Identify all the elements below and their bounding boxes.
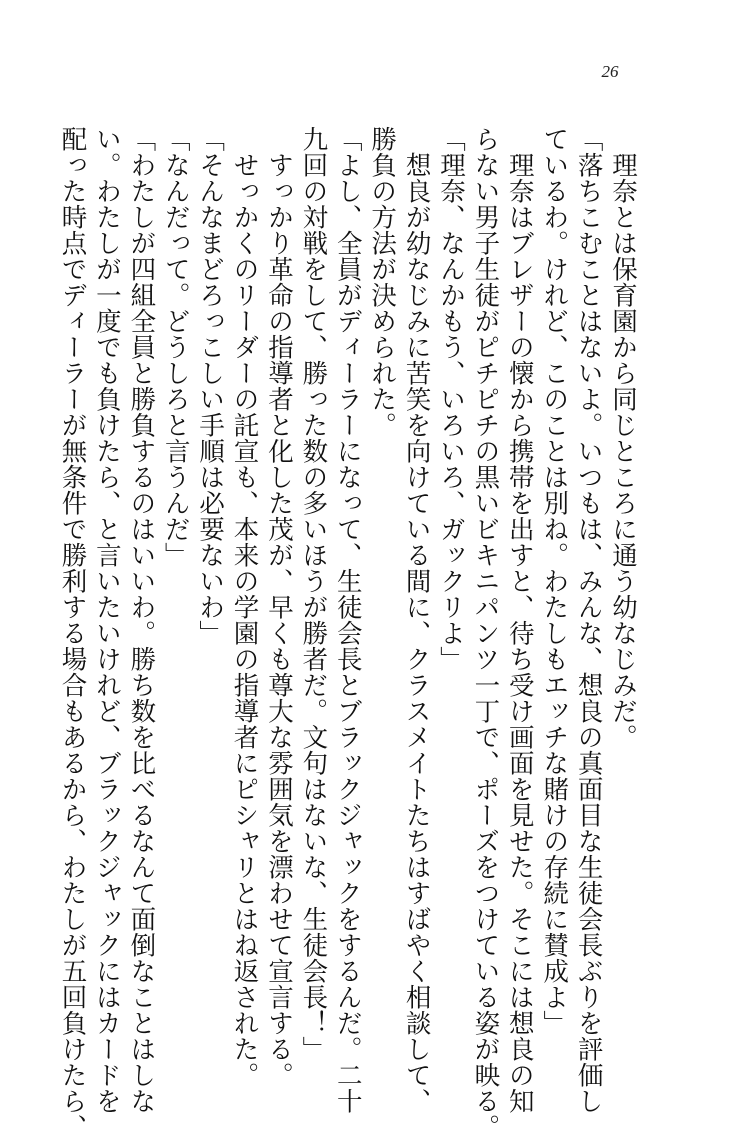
text-line: らない男子生徒がピチピチの黒いビキニパンツ一丁で、ポーズをつけている姿が映る。 — [470, 126, 501, 1140]
text-line: 「なんだって。どうしろと言うんだ」 — [160, 126, 191, 568]
text-line: 理奈はブレザーの懐から携帯を出すと、待ち受け画面を見せた。そこには想良の知 — [504, 126, 535, 1114]
text-line: 理奈とは保育園から同じところに通う幼なじみだ。 — [608, 126, 638, 750]
text-line: 「理奈、なんかもう、いろいろ、ガックリよ」 — [435, 126, 466, 672]
page-number: 26 — [601, 62, 619, 81]
vertical-body-text — [57, 126, 640, 1140]
text-line: ているわ。けれど、このことは別ね。わたしもエッチな賭けの存続に賛成よ」 — [539, 126, 570, 1036]
text-line: 「わたしが四組全員と勝負するのはいいわ。勝ち数を比べるなんて面倒なことはしな — [126, 126, 157, 1114]
text-line: 「落ちこむことはないよ。いつもは、みんな、想良の真面目な生徒会長ぶりを評価し — [573, 126, 604, 1114]
text-line: すっかり革命の指導者と化した茂が、早くも尊大な雰囲気を漂わせて宣言する。 — [263, 126, 294, 1088]
text-line: い。わたしが一度でも負けたら、と言いたいけれど、ブラックジャックにはカードを — [91, 126, 122, 1114]
text-line: せっかくのリーダーの託宣も、本来の学園の指導者にピシャリとはね返された。 — [229, 126, 260, 1088]
text-line: 想良が幼なじみに苦笑を向けている間に、クラスメイトたちはすばやく相談して、 — [401, 126, 432, 1114]
text-line: 「よし、全員がディーラーになって、生徒会長とブラックジャックをするんだ。二十 — [332, 126, 363, 1114]
text-line: 配った時点でディーラーが無条件で勝利する場合もあるから、わたしが五回負けたら、 — [57, 126, 88, 1140]
text-line: 勝負の方法が決められた。 — [367, 126, 398, 438]
text-line: 「そんなまどろっこしい手順は必要ないわ」 — [195, 126, 226, 646]
text-line: 九回の対戦をして、勝った数の多いほうが勝者だ。文句はないな、生徒会長！」 — [298, 126, 329, 1062]
